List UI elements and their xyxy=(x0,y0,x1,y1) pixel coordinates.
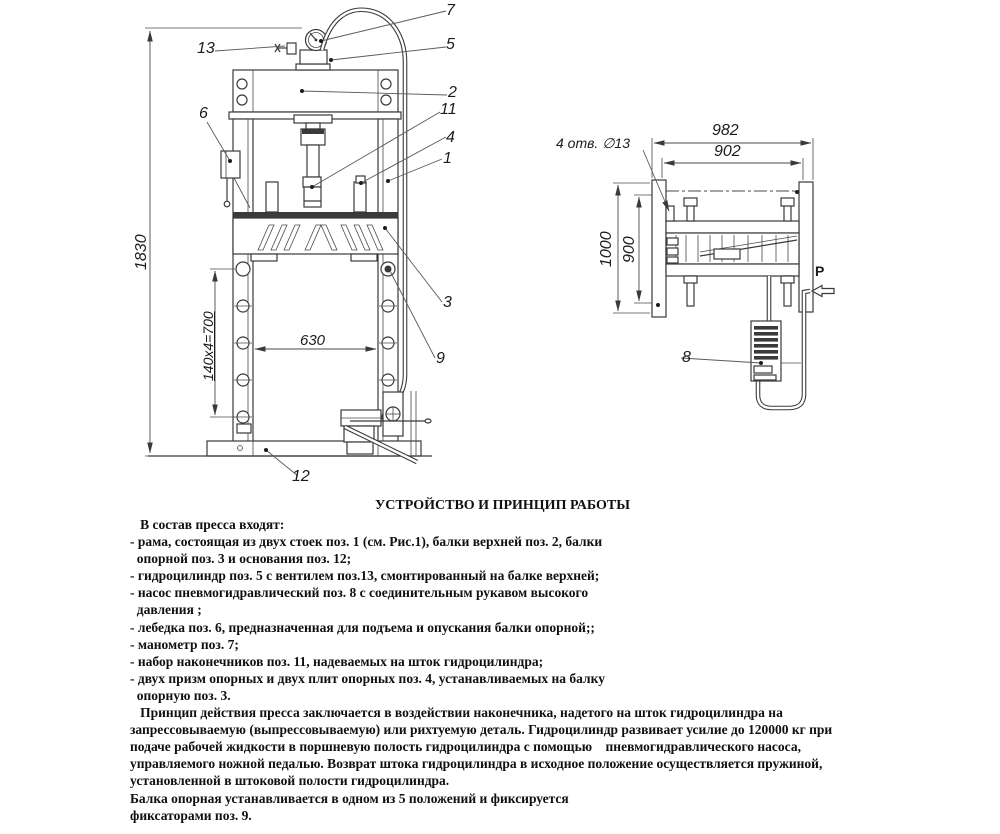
doc-line: установленной в штоковой полости гидроцилиндра. xyxy=(130,773,450,789)
callout-1: 1 xyxy=(443,150,452,167)
doc-line: - рама, состоящая из двух стоек поз. 1 (см. Рис.1), балки верхней поз. 2, балки xyxy=(130,534,603,550)
doc-line: Балка опорная устанавливается в одном из 5 положений и фиксируется xyxy=(130,790,569,806)
doc-line: фиксаторами поз. 9. xyxy=(130,807,252,823)
doc-line: давления ; xyxy=(130,602,202,618)
callout-12: 12 xyxy=(292,468,310,485)
doc-line: подаче рабочей жидкости в поршневую полость гидроцилиндра с помощью пневмогидравлического насоса, xyxy=(130,739,801,755)
doc-line: запрессовываемую (выпрессовываемую) или рихтуемую деталь. Гидроцилиндр развивает усилие до 120000 кг при xyxy=(130,722,833,738)
callout-4: 4 xyxy=(446,129,455,146)
top-beam xyxy=(229,70,401,119)
callout-7: 7 xyxy=(446,2,455,19)
callout-3: 3 xyxy=(443,294,452,311)
dim-inner-height-900: 900 xyxy=(621,236,638,263)
doc-line: опорную поз. 3. xyxy=(130,687,231,703)
doc-line: - манометр поз. 7; xyxy=(130,636,239,652)
section-title: УСТРОЙСТВО И ПРИНЦИП РАБОТЫ xyxy=(375,498,630,513)
description-section xyxy=(130,497,875,824)
callout-13: 13 xyxy=(197,40,215,57)
dim-overall-width-982: 982 xyxy=(712,122,739,139)
doc-line: В состав пресса входят: xyxy=(130,517,285,532)
side-view xyxy=(613,138,834,408)
holes-note: 4 отв. ∅13 xyxy=(556,135,630,151)
support-beam xyxy=(233,212,398,261)
dim-width-630: 630 xyxy=(300,332,326,349)
dim-inner-width-902: 902 xyxy=(714,143,741,160)
valve xyxy=(275,43,296,54)
front-view xyxy=(145,10,447,476)
dim-height-1830: 1830 xyxy=(133,234,150,270)
callout-5: 5 xyxy=(446,36,455,53)
doc-line: - двух призм опорных и двух плит опорных поз. 4, устанавливаемых на балку xyxy=(130,670,605,686)
doc-line: управляемого ножной педалью. Возврат штока гидроцилиндра в исходное положение осуществляется пружиной, xyxy=(130,756,823,772)
force-arrow xyxy=(812,286,834,297)
dim-hole-spacing: 140x4=700 xyxy=(200,311,216,381)
dim-height-1000: 1000 xyxy=(598,231,615,267)
doc-line: - гидроцилиндр поз. 5 с вентилем поз.13, смонтированный на балке верхней; xyxy=(130,568,600,584)
callout-9: 9 xyxy=(436,350,445,367)
doc-line: - лебедка поз. 6, предназначенная для подъема и опускания балки опорной;; xyxy=(130,619,595,635)
callout-2: 2 xyxy=(448,84,457,101)
callout-8: 8 xyxy=(682,349,691,366)
callout-11: 11 xyxy=(440,101,457,118)
doc-line: - насос пневмогидравлический поз. 8 с соединительным рукавом высокого xyxy=(130,585,589,601)
ram-and-nozzle xyxy=(294,115,332,207)
doc-line: опорной поз. 3 и основания поз. 12; xyxy=(130,551,352,567)
force-label: P xyxy=(815,263,825,279)
callout-6: 6 xyxy=(199,105,208,122)
doc-line: - набор наконечников поз. 11, надеваемых на шток гидроцилиндра; xyxy=(130,653,544,669)
doc-line: Принцип действия пресса заключается в воздействии наконечника, надетого на шток гидроцилиндра на xyxy=(130,705,783,721)
side-rails-truss xyxy=(666,221,799,276)
